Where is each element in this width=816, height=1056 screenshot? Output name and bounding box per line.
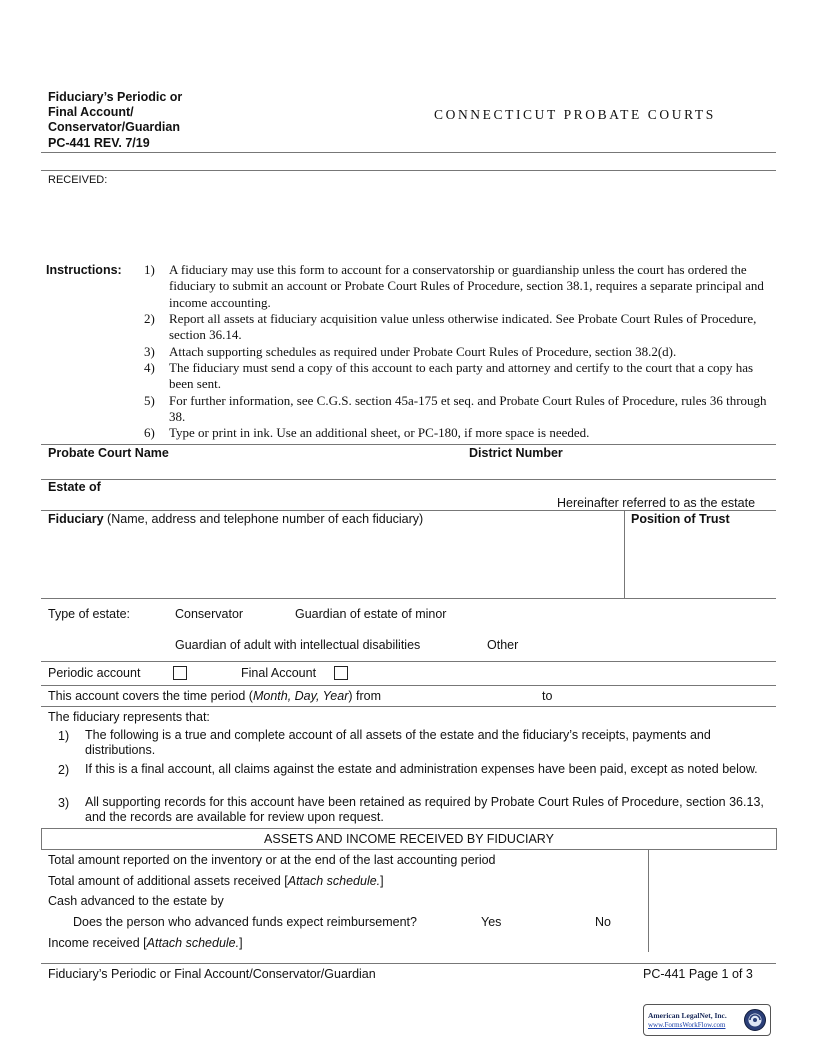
divider [41, 444, 776, 445]
assets-heading: ASSETS AND INCOME RECEIVED BY FIDUCIARY [264, 832, 554, 846]
total-inventory-label: Total amount reported on the inventory or at the end of the last accounting period [48, 853, 496, 867]
representation-number: 1) [58, 729, 70, 743]
representation-number: 2) [58, 763, 70, 777]
guardian-minor-option[interactable]: Guardian of estate of minor [295, 607, 447, 621]
conservator-option[interactable]: Conservator [175, 607, 244, 621]
instruction-item [144, 393, 774, 426]
fiduciary-note: (Name, address and telephone number of each fiduciary) [103, 512, 424, 526]
position-of-trust-label: Position of Trust [631, 512, 730, 526]
instruction-item [144, 311, 774, 344]
divider [624, 510, 625, 598]
divider [41, 685, 776, 686]
reimbursement-yes-option[interactable]: Yes [481, 915, 502, 929]
attach-schedule: Attach schedule. [287, 874, 381, 888]
instruction-text: For further information, see C.G.S. section 45a-175 et seq. and Probate Court Rules of Procedure, rules 36 through 38. [169, 393, 767, 425]
representation-item [58, 795, 770, 824]
footer-title: Fiduciary’s Periodic or Final Account/Conservator/Guardian [48, 967, 376, 981]
logo-company: American LegalNet, Inc. [648, 1011, 727, 1020]
instruction-item [144, 360, 774, 393]
instruction-text: Attach supporting schedules as required under Probate Court Rules of Procedure, section 38.2(d). [169, 344, 677, 359]
periodic-account-label: Periodic account [48, 666, 141, 680]
district-number-label: District Number [469, 446, 563, 460]
instruction-number: 3) [144, 344, 155, 359]
legalnet-logo [643, 1004, 771, 1036]
instruction-text: A fiduciary may use this form to account for a conservatorship or guardianship unless the court has ordered the fiduciary to submit an account or Probate Court Rules of Procedure, section 38.1, requires a separate principal and income accounting. [169, 262, 764, 310]
instruction-number: 2) [144, 311, 155, 326]
guardian-adult-option[interactable]: Guardian of adult with intellectual disabilities [175, 638, 421, 652]
instructions-label: Instructions: [46, 263, 122, 277]
fiduciary-label-text: Fiduciary [48, 512, 104, 526]
probate-court-name-label: Probate Court Name [48, 446, 169, 460]
additional-suffix: ] [380, 874, 384, 888]
reimbursement-no-option[interactable]: No [595, 915, 611, 929]
page-number: PC-441 Page 1 of 3 [643, 967, 753, 981]
logo-globe-icon [743, 1008, 767, 1032]
instruction-item [144, 425, 774, 441]
representation-text: If this is a final account, all claims against the estate and administration expenses have been paid, except as noted below. [85, 762, 758, 776]
representation-text: The following is a true and complete account of all assets of the estate and the fiduciary’s receipts, payments and distributions. [85, 728, 711, 757]
probate-court-name-field[interactable] [41, 479, 776, 480]
other-option[interactable]: Other [487, 638, 519, 652]
form-title-line: Fiduciary’s Periodic or [48, 90, 183, 104]
received-label: RECEIVED: [48, 174, 108, 186]
periodic-account-checkbox[interactable] [173, 666, 187, 680]
divider [41, 963, 776, 964]
representations-intro: The fiduciary represents that: [48, 710, 210, 724]
fiduciary-field[interactable] [41, 598, 776, 599]
instruction-text: The fiduciary must send a copy of this account to each party and attorney and certify to the court that a copy has been sent. [169, 360, 754, 392]
period-to-label: to [542, 689, 553, 703]
final-account-label: Final Account [241, 666, 317, 680]
divider [41, 661, 776, 662]
instruction-text: Type or print in ink. Use an additional sheet, or PC-180, if more space is needed. [169, 425, 590, 440]
form-title-line: Conservator/Guardian [48, 120, 180, 135]
form-title-line: Final Account/ [48, 105, 134, 120]
divider [41, 152, 776, 153]
period-prefix: This account covers the time period ( [48, 689, 253, 703]
cash-advanced-label: Cash advanced to the estate by [48, 894, 224, 908]
logo-url: www.FormsWorkFlow.com [648, 1021, 726, 1029]
period-label [48, 689, 381, 703]
income-prefix: Income received [ [48, 936, 147, 950]
income-suffix: ] [239, 936, 243, 950]
reimbursement-question: Does the person who advanced funds expect reimbursement? [73, 915, 417, 929]
period-suffix: ) from [348, 689, 382, 703]
income-received-label [48, 936, 243, 950]
period-field[interactable] [41, 706, 776, 707]
assets-heading-box [41, 828, 777, 850]
divider [648, 849, 649, 952]
period-format: Month, Day, Year [252, 689, 349, 703]
hereinafter-note: Hereinafter referred to as the estate [557, 496, 756, 510]
type-of-estate-label: Type of estate: [48, 607, 130, 621]
representation-number: 3) [58, 796, 70, 810]
instruction-item [144, 344, 774, 360]
instruction-number: 1) [144, 262, 155, 277]
representation-item [58, 728, 770, 757]
instruction-number: 6) [144, 425, 155, 440]
instruction-item [144, 262, 774, 311]
fiduciary-label [48, 512, 423, 526]
representation-item [58, 762, 770, 777]
form-number: PC-441 REV. 7/19 [48, 135, 150, 150]
instruction-text: Report all assets at fiduciary acquisition value unless otherwise indicated. See Probate Court Rules of Procedure, section 36.14. [169, 311, 757, 343]
additional-assets-label [48, 874, 384, 888]
estate-of-field[interactable] [41, 510, 776, 511]
divider [41, 170, 776, 171]
representation-text: All supporting records for this account have been retained as required by Probate Court Rules of Procedure, section 36.13, and the records are available for review upon request. [85, 795, 764, 824]
form-title [48, 90, 182, 151]
additional-prefix: Total amount of additional assets received [ [48, 874, 288, 888]
instruction-number: 5) [144, 393, 155, 408]
attach-schedule: Attach schedule. [146, 936, 240, 950]
court-name: CONNECTICUT PROBATE COURTS [434, 107, 716, 122]
estate-of-label: Estate of [48, 480, 101, 494]
instruction-number: 4) [144, 360, 155, 375]
final-account-checkbox[interactable] [334, 666, 348, 680]
